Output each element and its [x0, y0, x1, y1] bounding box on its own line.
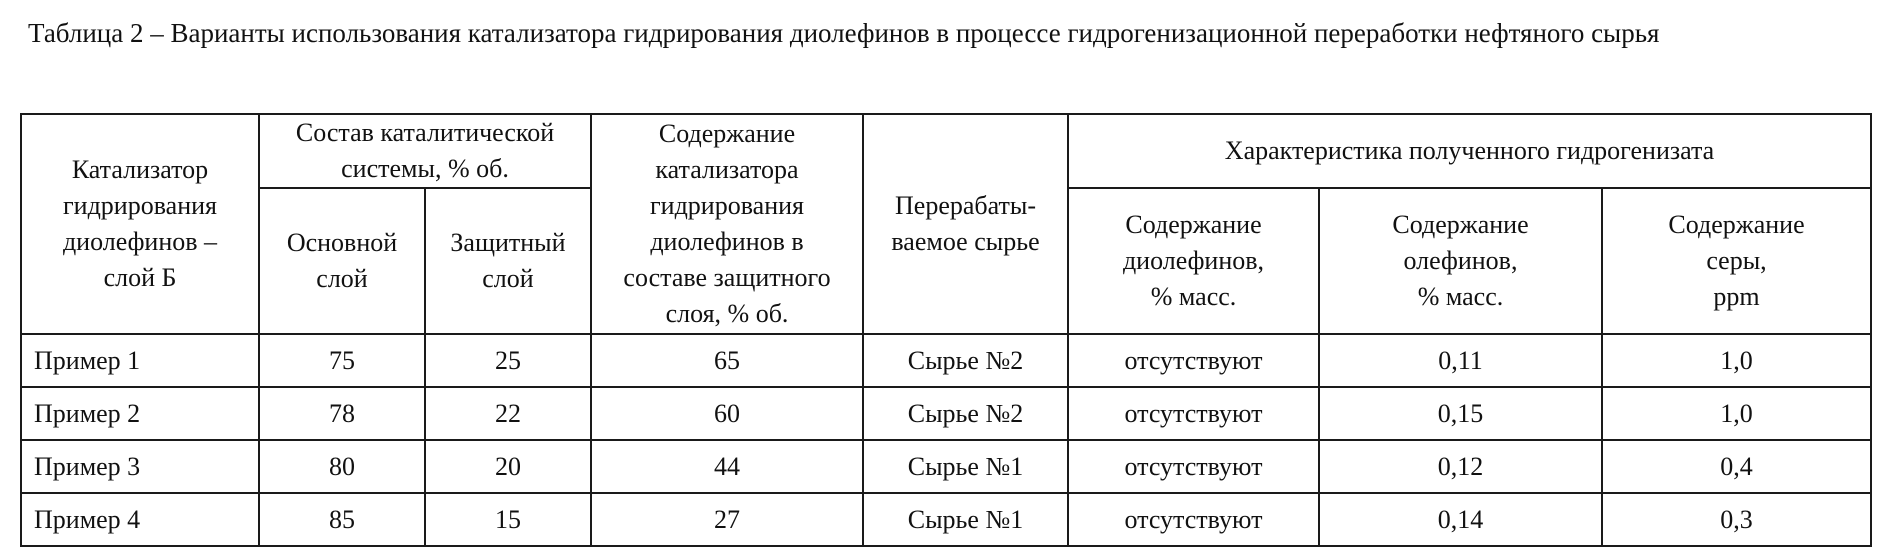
cell-protective-layer: 25	[425, 334, 591, 387]
results-table	[20, 113, 1872, 547]
header-protective-layer: Защитный слой	[425, 188, 591, 334]
header-catalyst: Катализатор гидрирования диолефинов – слой Б	[21, 114, 259, 334]
cell-diolefins: отсутствуют	[1068, 387, 1319, 440]
cell-example-name: Пример 2	[21, 387, 259, 440]
table-header	[21, 114, 1871, 334]
header-content: Содержание катализатора гидрирования диолефинов в составе защитного слоя, % об.	[591, 114, 863, 334]
header-main-layer: Основной слой	[259, 188, 425, 334]
table-row	[21, 493, 1871, 546]
table-row	[21, 334, 1871, 387]
table-row	[21, 440, 1871, 493]
cell-olefins: 0,11	[1319, 334, 1602, 387]
cell-olefins: 0,12	[1319, 440, 1602, 493]
cell-diolefins: отсутствуют	[1068, 440, 1319, 493]
cell-olefins: 0,14	[1319, 493, 1602, 546]
cell-olefins: 0,15	[1319, 387, 1602, 440]
cell-feedstock: Сырье №2	[863, 334, 1068, 387]
header-diolefins: Содержание диолефинов, % масс.	[1068, 188, 1319, 334]
cell-content: 44	[591, 440, 863, 493]
cell-diolefins: отсутствуют	[1068, 334, 1319, 387]
header-olefins: Содержание олефинов, % масс.	[1319, 188, 1602, 334]
table-caption: Таблица 2 – Варианты использования катализатора гидрирования диолефинов в процессе гидрогенизационной переработки нефтяного сырья	[28, 18, 1660, 48]
cell-content: 27	[591, 493, 863, 546]
cell-sulfur: 1,0	[1602, 334, 1871, 387]
cell-sulfur: 1,0	[1602, 387, 1871, 440]
table-body	[21, 334, 1871, 546]
cell-main-layer: 80	[259, 440, 425, 493]
header-feedstock: Перерабаты- ваемое сырье	[863, 114, 1068, 334]
header-characteristics-group: Характеристика полученного гидрогенизата	[1068, 114, 1871, 188]
cell-main-layer: 75	[259, 334, 425, 387]
cell-example-name: Пример 1	[21, 334, 259, 387]
header-row-top	[21, 114, 1871, 188]
cell-feedstock: Сырье №2	[863, 387, 1068, 440]
cell-sulfur: 0,3	[1602, 493, 1871, 546]
cell-content: 65	[591, 334, 863, 387]
cell-content: 60	[591, 387, 863, 440]
cell-protective-layer: 20	[425, 440, 591, 493]
header-sulfur: Содержание серы, ppm	[1602, 188, 1871, 334]
cell-sulfur: 0,4	[1602, 440, 1871, 493]
cell-protective-layer: 22	[425, 387, 591, 440]
cell-protective-layer: 15	[425, 493, 591, 546]
cell-feedstock: Сырье №1	[863, 440, 1068, 493]
table-row	[21, 387, 1871, 440]
header-composition-group: Состав каталитической системы, % об.	[259, 114, 591, 188]
cell-main-layer: 78	[259, 387, 425, 440]
cell-example-name: Пример 4	[21, 493, 259, 546]
cell-example-name: Пример 3	[21, 440, 259, 493]
cell-diolefins: отсутствуют	[1068, 493, 1319, 546]
cell-main-layer: 85	[259, 493, 425, 546]
cell-feedstock: Сырье №1	[863, 493, 1068, 546]
